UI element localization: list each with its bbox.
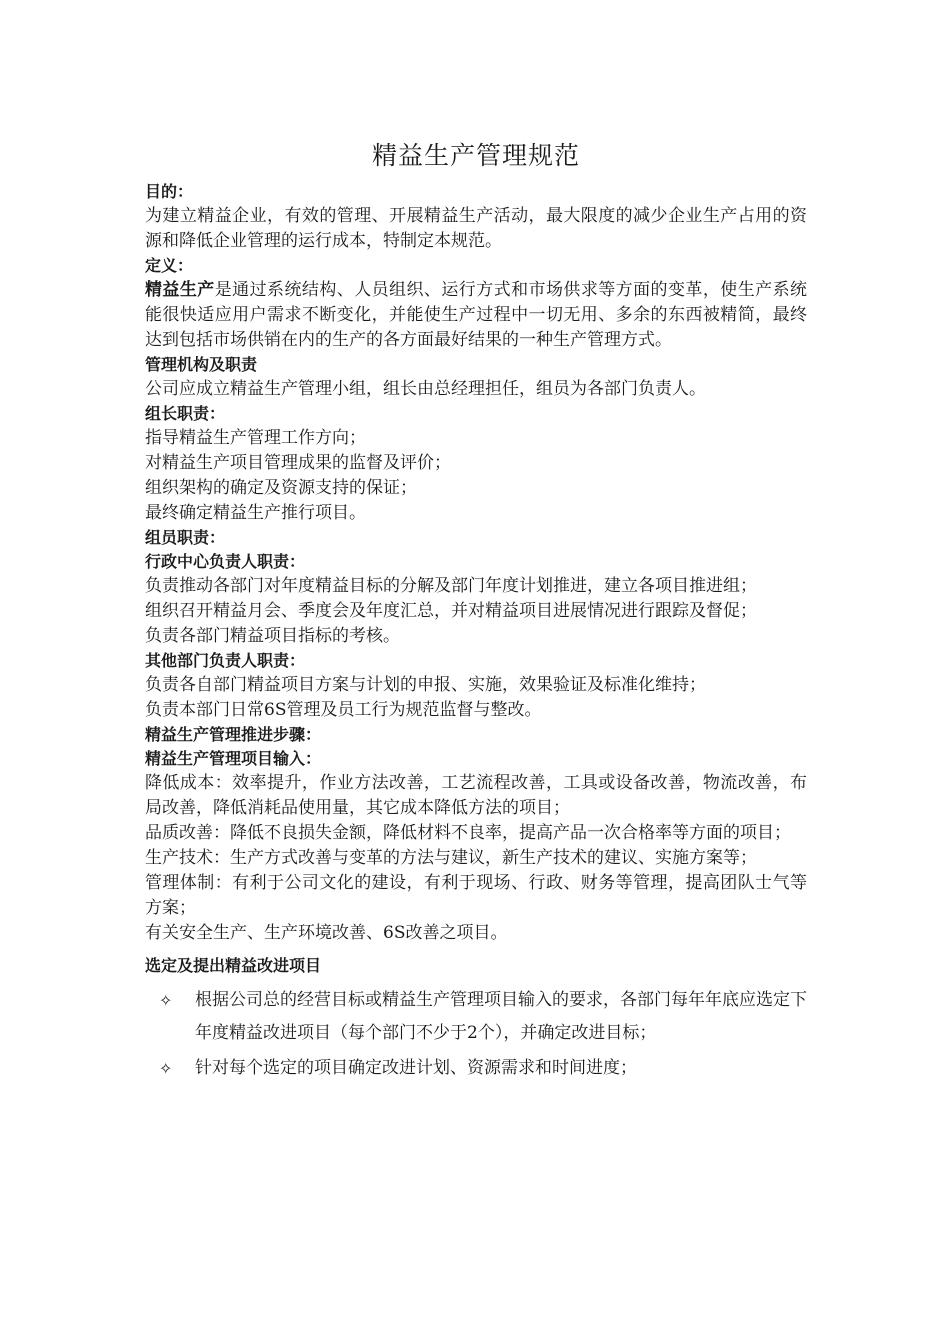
other-dept-heading: 其他部门负责人职责：	[145, 651, 306, 670]
leader-item: 指导精益生产管理工作方向；	[145, 428, 366, 448]
organization-text: 公司应成立精益生产管理小组，组长由总经理担任，组员为各部门负责人。	[145, 379, 706, 399]
bullet-text: 根据公司总的经营目标或精益生产管理项目输入的要求，各部门每年年底应选定下年度精益改进项目（每个部门不少于2个），并确定改进目标；	[195, 990, 807, 1043]
bullet-text: 针对每个选定的项目确定改进计划、资源需求和时间进度；	[195, 1058, 637, 1078]
leader-item: 对精益生产项目管理成果的监督及评价；	[145, 453, 451, 473]
list-item	[145, 1052, 807, 1085]
select-heading: 选定及提出精益改进项目	[145, 956, 322, 975]
definition-text: 是通过系统结构、人员组织、运行方式和市场供求等方面的变革，使生产系统能很快适应用户需求不断变化，并能使生产过程中一切无用、多余的东西被精简，最终达到包括市场供销在内的生产的各方面最好结果的一种生产管理方式。	[145, 280, 808, 350]
leader-item: 最终确定精益生产推行项目。	[145, 503, 366, 523]
diamond-star-icon: ✧	[159, 1059, 173, 1078]
definition-paragraph	[145, 278, 807, 353]
diamond-star-icon: ✧	[159, 991, 173, 1010]
project-input-item: 管理体制：有利于公司文化的建设，有利于现场、行政、财务等管理，提高团队士气等方案；	[145, 873, 807, 918]
members-heading: 组员职责：	[145, 528, 226, 547]
project-input-item: 品质改善：降低不良损失金额，降低材料不良率，提高产品一次合格率等方面的项目；	[145, 823, 791, 843]
organization-heading: 管理机构及职责	[145, 355, 258, 374]
definition-heading: 定义：	[145, 256, 194, 275]
admin-center-item: 组织召开精益月会、季度会及年度汇总，并对精益项目进展情况进行跟踪及督促；	[145, 601, 757, 621]
project-input-item: 生产技术：生产方式改善与变革的方法与建议，新生产技术的建议、实施方案等；	[145, 848, 757, 868]
project-input-item: 有关安全生产、生产环境改善、6S改善之项目。	[145, 923, 508, 943]
other-dept-item: 负责各自部门精益项目方案与计划的申报、实施，效果验证及标准化维持；	[145, 675, 706, 695]
purpose-text: 为建立精益企业，有效的管理、开展精益生产活动，最大限度的减少企业生产占用的资源和降低企业管理的运行成本，特制定本规范。	[145, 206, 807, 251]
admin-center-heading: 行政中心负责人职责：	[145, 552, 306, 571]
project-input-heading: 精益生产管理项目输入：	[145, 749, 322, 768]
admin-center-item: 负责推动各部门对年度精益目标的分解及部门年度计划推进，建立各项目推进组；	[145, 576, 757, 596]
document-title: 精益生产管理规范	[371, 141, 580, 170]
list-item	[145, 984, 807, 1050]
select-bullet-list	[145, 984, 807, 1085]
steps-heading: 精益生产管理推进步骤：	[145, 725, 322, 744]
other-dept-item: 负责本部门日常6S管理及员工行为规范监督与整改。	[145, 700, 542, 720]
document-page	[145, 130, 807, 1087]
leader-heading: 组长职责：	[145, 404, 226, 423]
leader-item: 组织架构的确定及资源支持的保证；	[145, 478, 417, 498]
admin-center-item: 负责各部门精益项目指标的考核。	[145, 626, 400, 646]
definition-term: 精益生产	[145, 280, 215, 300]
purpose-heading: 目的：	[145, 182, 194, 201]
project-input-item: 降低成本：效率提升，作业方法改善，工艺流程改善，工具或设备改善，物流改善，布局改善，降低消耗品使用量，其它成本降低方法的项目；	[145, 773, 807, 818]
